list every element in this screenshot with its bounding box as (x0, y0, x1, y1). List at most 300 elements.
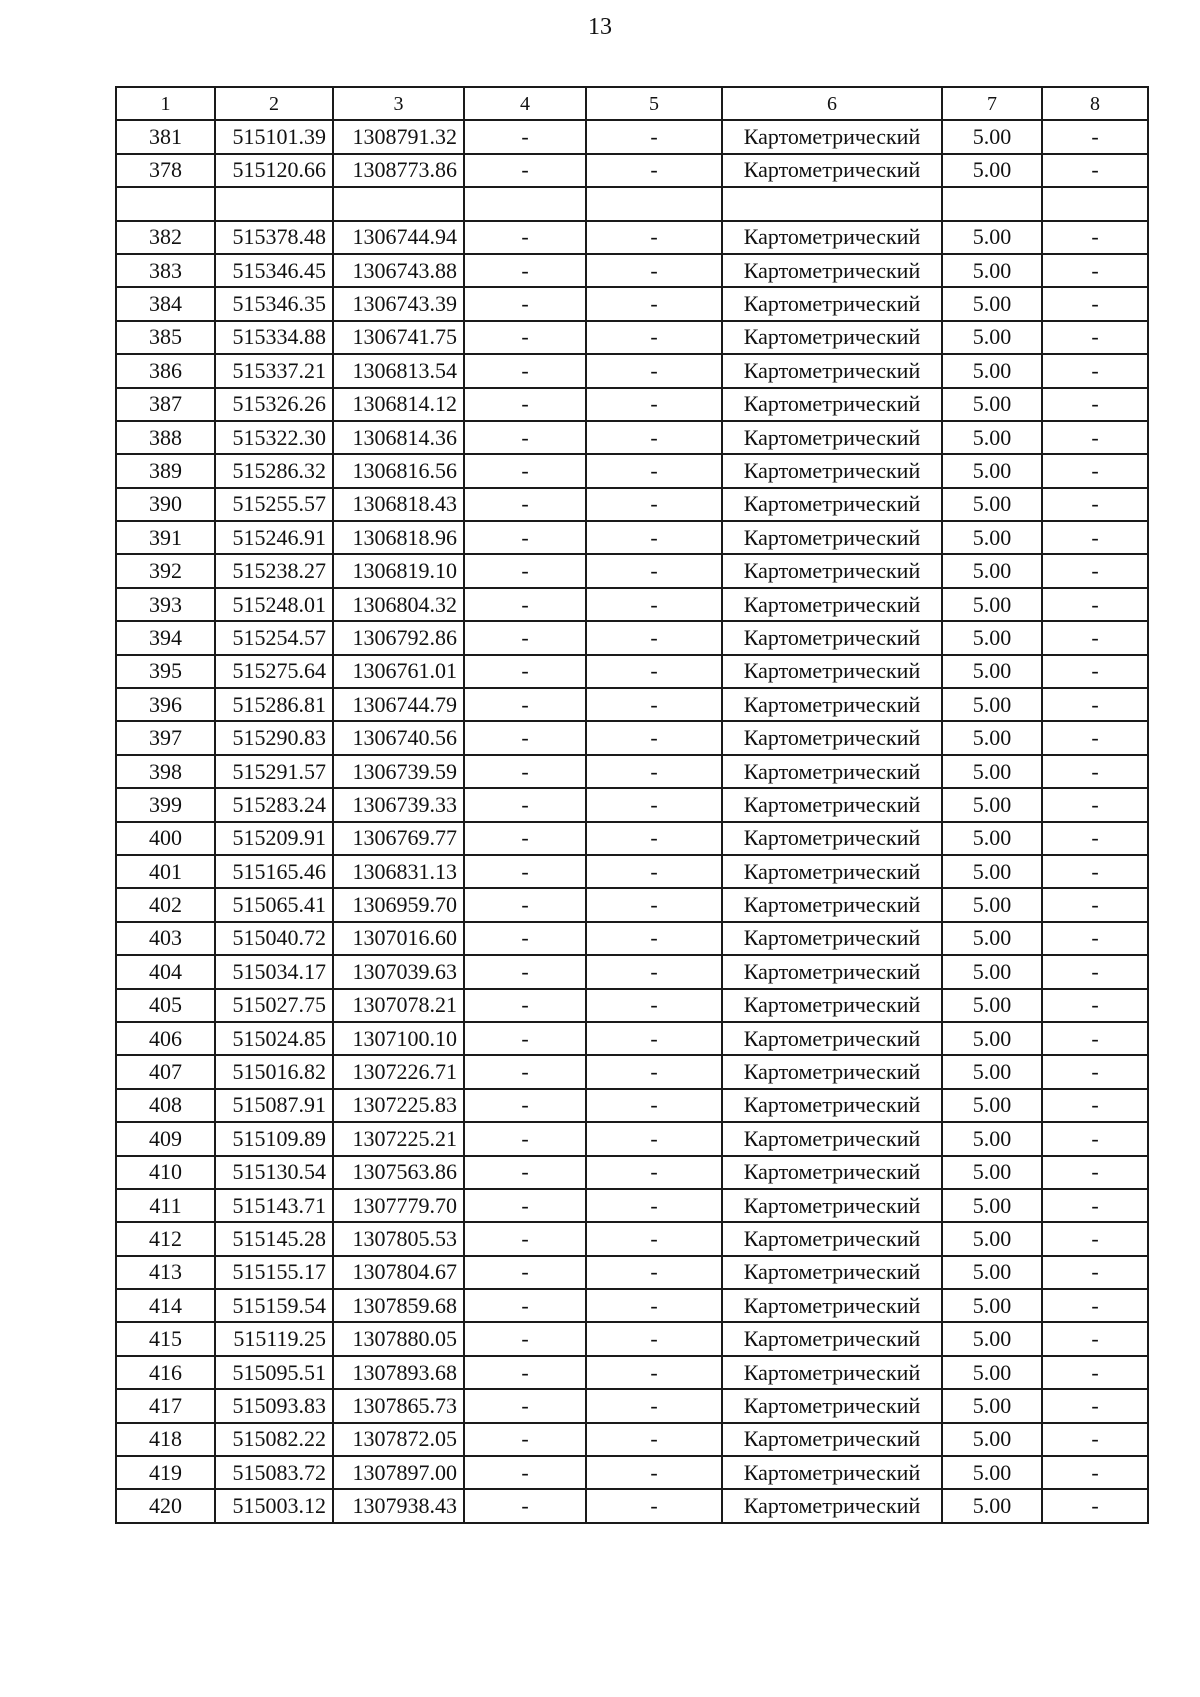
x-coordinate-cell: 515165.46 (215, 855, 333, 888)
method-cell: Картометрический (722, 521, 942, 554)
method-cell: Картометрический (722, 1122, 942, 1155)
x-coordinate-cell: 515322.30 (215, 421, 333, 454)
y-coordinate-cell: 1307872.05 (333, 1423, 464, 1456)
method-cell: Картометрический (722, 1156, 942, 1189)
header-cell: 1 (116, 87, 215, 120)
method-cell: Картометрический (722, 822, 942, 855)
column-4-cell: - (464, 1289, 586, 1322)
column-4-cell: - (464, 254, 586, 287)
column-5-cell: - (586, 1222, 722, 1255)
column-5-cell: - (586, 454, 722, 487)
accuracy-cell: 5.00 (942, 1456, 1042, 1489)
table-row (116, 354, 1148, 387)
x-coordinate-cell: 515334.88 (215, 321, 333, 354)
point-number-cell: 401 (116, 855, 215, 888)
column-4-cell: - (464, 354, 586, 387)
table-row (116, 254, 1148, 287)
table-row (116, 388, 1148, 421)
header-cell: 4 (464, 87, 586, 120)
y-coordinate-cell: 1306741.75 (333, 321, 464, 354)
column-5-cell: - (586, 655, 722, 688)
y-coordinate-cell: 1306739.33 (333, 788, 464, 821)
method-cell: Картометрический (722, 354, 942, 387)
accuracy-cell: 5.00 (942, 655, 1042, 688)
y-coordinate-cell: 1307078.21 (333, 989, 464, 1022)
method-cell: Картометрический (722, 755, 942, 788)
accuracy-cell: 5.00 (942, 1289, 1042, 1322)
column-4-cell: - (464, 755, 586, 788)
column-8-cell: - (1042, 287, 1148, 320)
method-cell: Картометрический (722, 888, 942, 921)
column-8-cell: - (1042, 1222, 1148, 1255)
accuracy-cell: 5.00 (942, 855, 1042, 888)
point-number-cell: 404 (116, 955, 215, 988)
table-row (116, 554, 1148, 587)
column-8-cell: - (1042, 1055, 1148, 1088)
accuracy-cell: 5.00 (942, 788, 1042, 821)
point-number-cell: 416 (116, 1356, 215, 1389)
point-number-cell: 400 (116, 822, 215, 855)
x-coordinate-cell: 515248.01 (215, 588, 333, 621)
column-5-cell: - (586, 388, 722, 421)
column-5-cell (586, 187, 722, 220)
column-5-cell: - (586, 254, 722, 287)
y-coordinate-cell: 1307859.68 (333, 1289, 464, 1322)
column-4-cell: - (464, 454, 586, 487)
point-number-cell: 383 (116, 254, 215, 287)
accuracy-cell (942, 187, 1042, 220)
column-8-cell: - (1042, 321, 1148, 354)
column-8-cell: - (1042, 1322, 1148, 1355)
x-coordinate-cell: 515155.17 (215, 1256, 333, 1289)
header-cell: 7 (942, 87, 1042, 120)
y-coordinate-cell: 1307897.00 (333, 1456, 464, 1489)
method-cell: Картометрический (722, 621, 942, 654)
y-coordinate-cell: 1307100.10 (333, 1022, 464, 1055)
x-coordinate-cell: 515130.54 (215, 1156, 333, 1189)
column-5-cell: - (586, 922, 722, 955)
point-number-cell: 412 (116, 1222, 215, 1255)
column-5-cell: - (586, 1189, 722, 1222)
accuracy-cell: 5.00 (942, 1089, 1042, 1122)
accuracy-cell: 5.00 (942, 1356, 1042, 1389)
column-4-cell: - (464, 1356, 586, 1389)
point-number-cell: 413 (116, 1256, 215, 1289)
column-5-cell: - (586, 788, 722, 821)
point-number-cell: 393 (116, 588, 215, 621)
x-coordinate-cell: 515378.48 (215, 221, 333, 254)
x-coordinate-cell: 515246.91 (215, 521, 333, 554)
method-cell: Картометрический (722, 1423, 942, 1456)
table-row (116, 588, 1148, 621)
accuracy-cell: 5.00 (942, 588, 1042, 621)
accuracy-cell: 5.00 (942, 488, 1042, 521)
table-row (116, 655, 1148, 688)
column-5-cell: - (586, 1122, 722, 1155)
accuracy-cell: 5.00 (942, 621, 1042, 654)
x-coordinate-cell: 515145.28 (215, 1222, 333, 1255)
method-cell: Картометрический (722, 721, 942, 754)
point-number-cell: 410 (116, 1156, 215, 1189)
table-row (116, 855, 1148, 888)
column-4-cell: - (464, 554, 586, 587)
y-coordinate-cell: 1306769.77 (333, 822, 464, 855)
method-cell: Картометрический (722, 1389, 942, 1422)
table-row (116, 989, 1148, 1022)
y-coordinate-cell: 1307226.71 (333, 1055, 464, 1088)
column-8-cell: - (1042, 1089, 1148, 1122)
method-cell: Картометрический (722, 1289, 942, 1322)
accuracy-cell: 5.00 (942, 287, 1042, 320)
table-row (116, 1089, 1148, 1122)
column-8-cell: - (1042, 554, 1148, 587)
point-number-cell: 409 (116, 1122, 215, 1155)
column-5-cell: - (586, 154, 722, 187)
column-4-cell: - (464, 1222, 586, 1255)
column-5-cell: - (586, 1456, 722, 1489)
column-8-cell: - (1042, 588, 1148, 621)
accuracy-cell: 5.00 (942, 1256, 1042, 1289)
point-number-cell: 398 (116, 755, 215, 788)
column-8-cell: - (1042, 1256, 1148, 1289)
accuracy-cell: 5.00 (942, 688, 1042, 721)
method-cell: Картометрический (722, 120, 942, 153)
point-number-cell: 411 (116, 1189, 215, 1222)
y-coordinate-cell: 1306743.39 (333, 287, 464, 320)
point-number-cell: 417 (116, 1389, 215, 1422)
column-4-cell: - (464, 1489, 586, 1522)
column-8-cell: - (1042, 955, 1148, 988)
table-row (116, 421, 1148, 454)
method-cell: Картометрический (722, 1456, 942, 1489)
x-coordinate-cell: 515143.71 (215, 1189, 333, 1222)
header-cell: 8 (1042, 87, 1148, 120)
column-5-cell: - (586, 588, 722, 621)
column-5-cell: - (586, 421, 722, 454)
y-coordinate-cell: 1307225.83 (333, 1089, 464, 1122)
table-body (116, 87, 1148, 1523)
method-cell: Картометрический (722, 922, 942, 955)
accuracy-cell: 5.00 (942, 388, 1042, 421)
point-number-cell: 405 (116, 989, 215, 1022)
x-coordinate-cell: 515346.45 (215, 254, 333, 287)
method-cell: Картометрический (722, 989, 942, 1022)
y-coordinate-cell: 1306814.12 (333, 388, 464, 421)
table-row (116, 822, 1148, 855)
accuracy-cell: 5.00 (942, 554, 1042, 587)
column-4-cell: - (464, 154, 586, 187)
table-row (116, 187, 1148, 220)
column-8-cell: - (1042, 621, 1148, 654)
y-coordinate-cell: 1306739.59 (333, 755, 464, 788)
y-coordinate-cell (333, 187, 464, 220)
y-coordinate-cell: 1307865.73 (333, 1389, 464, 1422)
method-cell: Картометрический (722, 1222, 942, 1255)
column-5-cell: - (586, 521, 722, 554)
column-8-cell: - (1042, 488, 1148, 521)
point-number-cell: 394 (116, 621, 215, 654)
point-number-cell: 414 (116, 1289, 215, 1322)
column-4-cell: - (464, 888, 586, 921)
x-coordinate-cell: 515093.83 (215, 1389, 333, 1422)
x-coordinate-cell: 515290.83 (215, 721, 333, 754)
table-row (116, 321, 1148, 354)
x-coordinate-cell: 515254.57 (215, 621, 333, 654)
point-number-cell: 384 (116, 287, 215, 320)
table-row (116, 955, 1148, 988)
column-8-cell: - (1042, 822, 1148, 855)
column-5-cell: - (586, 1489, 722, 1522)
column-8-cell: - (1042, 1456, 1148, 1489)
point-number-cell: 403 (116, 922, 215, 955)
accuracy-cell: 5.00 (942, 1222, 1042, 1255)
table-row (116, 1256, 1148, 1289)
point-number-cell: 381 (116, 120, 215, 153)
method-cell: Картометрический (722, 154, 942, 187)
column-4-cell: - (464, 855, 586, 888)
point-number-cell: 402 (116, 888, 215, 921)
header-cell: 3 (333, 87, 464, 120)
column-8-cell: - (1042, 989, 1148, 1022)
column-8-cell: - (1042, 221, 1148, 254)
y-coordinate-cell: 1307893.68 (333, 1356, 464, 1389)
table-row (116, 1222, 1148, 1255)
table-row (116, 688, 1148, 721)
table-row (116, 1489, 1148, 1522)
column-5-cell: - (586, 721, 722, 754)
column-8-cell: - (1042, 254, 1148, 287)
header-cell: 5 (586, 87, 722, 120)
column-8-cell: - (1042, 855, 1148, 888)
method-cell: Картометрический (722, 855, 942, 888)
accuracy-cell: 5.00 (942, 254, 1042, 287)
table-row (116, 1456, 1148, 1489)
method-cell: Картометрический (722, 588, 942, 621)
accuracy-cell: 5.00 (942, 221, 1042, 254)
y-coordinate-cell: 1306819.10 (333, 554, 464, 587)
column-8-cell: - (1042, 755, 1148, 788)
column-8-cell: - (1042, 1356, 1148, 1389)
column-4-cell: - (464, 1156, 586, 1189)
x-coordinate-cell: 515065.41 (215, 888, 333, 921)
table-row (116, 454, 1148, 487)
x-coordinate-cell: 515159.54 (215, 1289, 333, 1322)
column-5-cell: - (586, 1089, 722, 1122)
method-cell: Картометрический (722, 1055, 942, 1088)
accuracy-cell: 5.00 (942, 120, 1042, 153)
column-5-cell: - (586, 321, 722, 354)
column-8-cell: - (1042, 788, 1148, 821)
y-coordinate-cell: 1308791.32 (333, 120, 464, 153)
point-number-cell: 420 (116, 1489, 215, 1522)
table-row (116, 221, 1148, 254)
x-coordinate-cell: 515119.25 (215, 1322, 333, 1355)
point-number-cell: 386 (116, 354, 215, 387)
column-4-cell: - (464, 922, 586, 955)
column-4-cell: - (464, 321, 586, 354)
method-cell: Картометрический (722, 955, 942, 988)
method-cell: Картометрический (722, 1089, 942, 1122)
point-number-cell: 378 (116, 154, 215, 187)
method-cell: Картометрический (722, 688, 942, 721)
method-cell: Картометрический (722, 388, 942, 421)
table-row (116, 721, 1148, 754)
y-coordinate-cell: 1306792.86 (333, 621, 464, 654)
x-coordinate-cell: 515283.24 (215, 788, 333, 821)
column-8-cell: - (1042, 421, 1148, 454)
y-coordinate-cell: 1306959.70 (333, 888, 464, 921)
point-number-cell: 387 (116, 388, 215, 421)
column-8-cell: - (1042, 688, 1148, 721)
column-4-cell: - (464, 287, 586, 320)
point-number-cell: 390 (116, 488, 215, 521)
y-coordinate-cell: 1306740.56 (333, 721, 464, 754)
method-cell: Картометрический (722, 254, 942, 287)
point-number-cell: 392 (116, 554, 215, 587)
column-8-cell: - (1042, 1289, 1148, 1322)
accuracy-cell: 5.00 (942, 1122, 1042, 1155)
accuracy-cell: 5.00 (942, 1389, 1042, 1422)
table-row (116, 1156, 1148, 1189)
column-4-cell: - (464, 822, 586, 855)
column-4-cell: - (464, 1456, 586, 1489)
column-8-cell: - (1042, 1489, 1148, 1522)
accuracy-cell: 5.00 (942, 321, 1042, 354)
method-cell (722, 187, 942, 220)
column-5-cell: - (586, 855, 722, 888)
x-coordinate-cell: 515326.26 (215, 388, 333, 421)
x-coordinate-cell (215, 187, 333, 220)
method-cell: Картометрический (722, 788, 942, 821)
point-number-cell: 397 (116, 721, 215, 754)
column-8-cell: - (1042, 454, 1148, 487)
y-coordinate-cell: 1306818.96 (333, 521, 464, 554)
column-5-cell: - (586, 1322, 722, 1355)
y-coordinate-cell: 1306761.01 (333, 655, 464, 688)
column-8-cell: - (1042, 1423, 1148, 1456)
y-coordinate-cell: 1307938.43 (333, 1489, 464, 1522)
x-coordinate-cell: 515291.57 (215, 755, 333, 788)
y-coordinate-cell: 1307805.53 (333, 1222, 464, 1255)
method-cell: Картометрический (722, 655, 942, 688)
point-number-cell: 406 (116, 1022, 215, 1055)
x-coordinate-cell: 515255.57 (215, 488, 333, 521)
column-8-cell: - (1042, 1122, 1148, 1155)
table-header-row (116, 87, 1148, 120)
x-coordinate-cell: 515101.39 (215, 120, 333, 153)
x-coordinate-cell: 515016.82 (215, 1055, 333, 1088)
point-number-cell: 382 (116, 221, 215, 254)
accuracy-cell: 5.00 (942, 1055, 1042, 1088)
column-4-cell: - (464, 655, 586, 688)
table-row (116, 488, 1148, 521)
point-number-cell: 391 (116, 521, 215, 554)
column-5-cell: - (586, 989, 722, 1022)
accuracy-cell: 5.00 (942, 154, 1042, 187)
coordinates-table (115, 86, 1149, 1524)
table-row (116, 1122, 1148, 1155)
y-coordinate-cell: 1307225.21 (333, 1122, 464, 1155)
accuracy-cell: 5.00 (942, 755, 1042, 788)
column-4-cell: - (464, 1256, 586, 1289)
column-5-cell: - (586, 1389, 722, 1422)
method-cell: Картометрический (722, 321, 942, 354)
accuracy-cell: 5.00 (942, 1489, 1042, 1522)
header-cell: 6 (722, 87, 942, 120)
y-coordinate-cell: 1306818.43 (333, 488, 464, 521)
column-5-cell: - (586, 554, 722, 587)
column-8-cell: - (1042, 922, 1148, 955)
table-row (116, 1389, 1148, 1422)
accuracy-cell: 5.00 (942, 1423, 1042, 1456)
table-row (116, 755, 1148, 788)
table-row (116, 1055, 1148, 1088)
method-cell: Картометрический (722, 454, 942, 487)
column-4-cell: - (464, 1189, 586, 1222)
point-number-cell: 415 (116, 1322, 215, 1355)
accuracy-cell: 5.00 (942, 1322, 1042, 1355)
column-4-cell: - (464, 1122, 586, 1155)
column-5-cell: - (586, 488, 722, 521)
column-5-cell: - (586, 1055, 722, 1088)
column-8-cell: - (1042, 655, 1148, 688)
method-cell: Картометрический (722, 1256, 942, 1289)
column-4-cell: - (464, 588, 586, 621)
column-5-cell: - (586, 888, 722, 921)
accuracy-cell: 5.00 (942, 1156, 1042, 1189)
accuracy-cell: 5.00 (942, 354, 1042, 387)
accuracy-cell: 5.00 (942, 721, 1042, 754)
column-8-cell: - (1042, 154, 1148, 187)
point-number-cell: 419 (116, 1456, 215, 1489)
x-coordinate-cell: 515337.21 (215, 354, 333, 387)
method-cell: Картометрический (722, 488, 942, 521)
x-coordinate-cell: 515003.12 (215, 1489, 333, 1522)
column-4-cell: - (464, 721, 586, 754)
y-coordinate-cell: 1306743.88 (333, 254, 464, 287)
accuracy-cell: 5.00 (942, 454, 1042, 487)
table-row (116, 888, 1148, 921)
x-coordinate-cell: 515109.89 (215, 1122, 333, 1155)
column-8-cell: - (1042, 120, 1148, 153)
x-coordinate-cell: 515120.66 (215, 154, 333, 187)
method-cell: Картометрический (722, 287, 942, 320)
column-5-cell: - (586, 1156, 722, 1189)
accuracy-cell: 5.00 (942, 1022, 1042, 1055)
column-4-cell: - (464, 1022, 586, 1055)
x-coordinate-cell: 515275.64 (215, 655, 333, 688)
x-coordinate-cell: 515286.32 (215, 454, 333, 487)
column-4-cell: - (464, 1055, 586, 1088)
column-4-cell: - (464, 221, 586, 254)
column-4-cell: - (464, 1389, 586, 1422)
column-5-cell: - (586, 221, 722, 254)
y-coordinate-cell: 1306816.56 (333, 454, 464, 487)
y-coordinate-cell: 1307779.70 (333, 1189, 464, 1222)
y-coordinate-cell: 1306744.94 (333, 221, 464, 254)
column-8-cell: - (1042, 1189, 1148, 1222)
column-5-cell: - (586, 1356, 722, 1389)
column-5-cell: - (586, 120, 722, 153)
column-4-cell: - (464, 955, 586, 988)
table-row (116, 621, 1148, 654)
method-cell: Картометрический (722, 1489, 942, 1522)
y-coordinate-cell: 1306804.32 (333, 588, 464, 621)
y-coordinate-cell: 1306744.79 (333, 688, 464, 721)
point-number-cell: 385 (116, 321, 215, 354)
column-5-cell: - (586, 1289, 722, 1322)
y-coordinate-cell: 1307804.67 (333, 1256, 464, 1289)
